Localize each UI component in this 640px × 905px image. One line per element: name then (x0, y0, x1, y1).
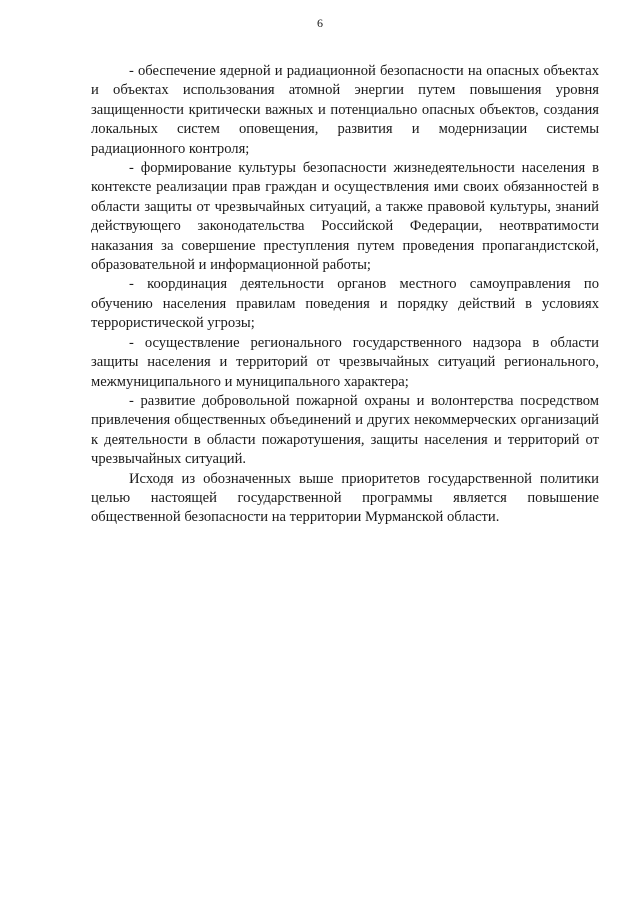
paragraph-regional-supervision: - осуществление регионального государственного надзора в области защиты населения и территорий от чрезвычайных ситуаций регионального, межмуниципального и муниципального характера; (91, 334, 599, 390)
paragraph-safety-culture: - формирование культуры безопасности жизнедеятельности населения в контексте реализации прав граждан и осуществления ими своих обязанностей в области защиты от чрезвычайных ситуаций, а также правовой культуры, знаний действующего законодательства Российской Федерации, неотвратимости наказания за совершение преступления путем проведения пропагандистской, образовательной и информационной работы; (91, 160, 599, 274)
paragraph-volunteer-fire: - развитие добровольной пожарной охраны и волонтерства посредством привлечения общественных объединений и других некоммерческих организаций к деятельности в области пожаротушения, защиты населения и территорий от чрезвычайных ситуаций. (91, 392, 599, 468)
document-body (91, 62, 599, 528)
page-number: 6 (317, 16, 323, 30)
paragraph-nuclear-safety: - обеспечение ядерной и радиационной безопасности на опасных объектах и объектах использования атомной энергии путем повышения уровня защищенности критически важных и потенциально опасных объектов, создания локальных систем оповещения, развития и модернизации системы радиационного контроля; (91, 63, 599, 157)
paragraph-local-coordination: - координация деятельности органов местного самоуправления по обучению населения правилам поведения и порядку действий в условиях террористической угрозы; (91, 276, 599, 332)
paragraph-program-goal: Исходя из обозначенных выше приоритетов государственной политики целью настоящей государственной программы является повышение общественной безопасности на территории Мурманской области. (91, 470, 599, 526)
